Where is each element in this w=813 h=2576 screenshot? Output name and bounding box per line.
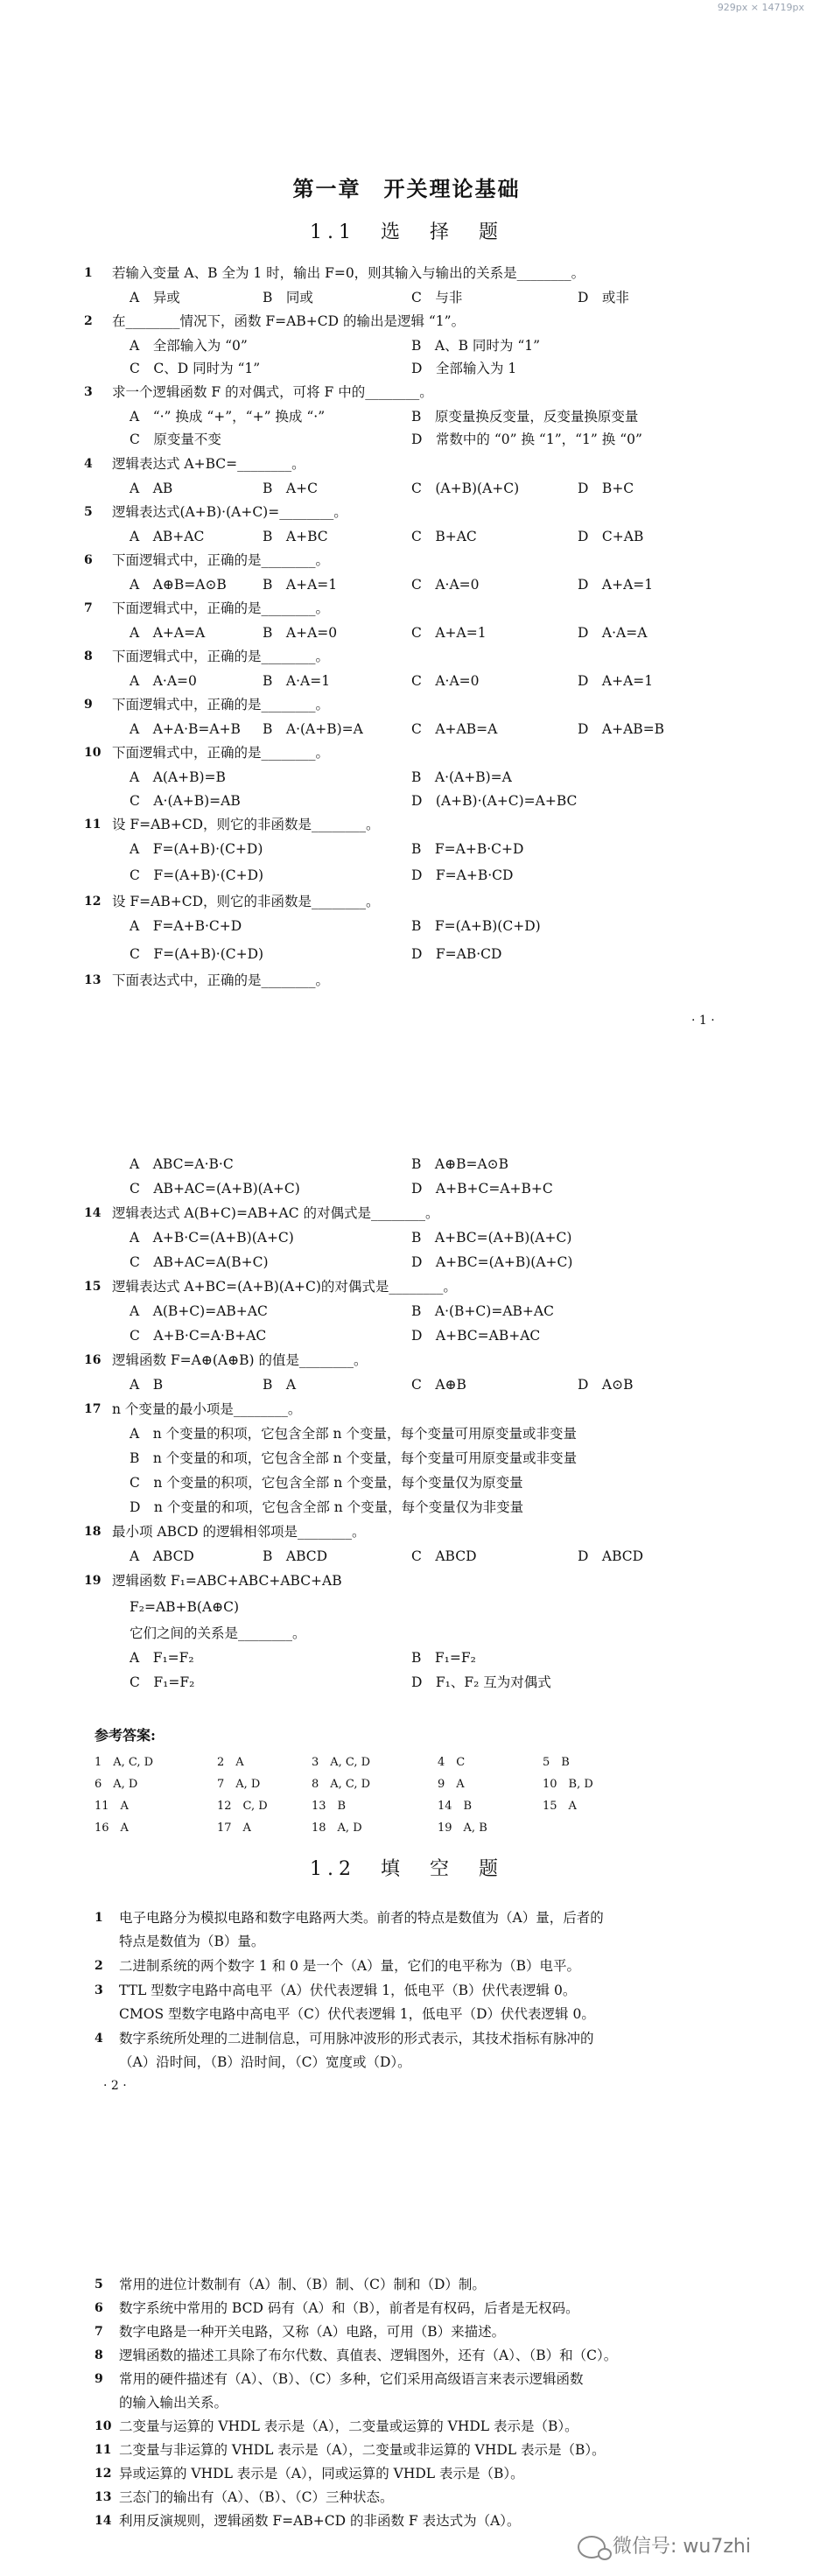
question-text: 逻辑表达式(A+B)·(A+C)=________。: [112, 504, 347, 520]
answer-cell: 7 A, D: [217, 1778, 261, 1791]
answer-cell: 5 B: [543, 1756, 570, 1769]
option: B ABCD: [263, 1548, 328, 1564]
option: D B+C: [578, 481, 634, 496]
answer-cell: 16 A: [95, 1821, 129, 1835]
option: A A⊕B=A⊙B: [130, 577, 227, 593]
option: B 原变量换反变量，反变量换原变量: [411, 409, 639, 425]
option: D ABCD: [578, 1548, 644, 1564]
option: C 与非: [411, 290, 463, 305]
question-number: 6: [95, 2301, 103, 2315]
question-text: TTL 型数字电路中高电平（A）伏代表逻辑 1，低电平（B）伏代表逻辑 0。: [119, 1983, 577, 1998]
question-text: 二进制系统的两个数字 1 和 0 是一个（A）量，它们的电平称为（B）电平。: [119, 1958, 581, 1974]
option: B A+BC: [263, 529, 328, 544]
question-number: 1: [84, 266, 93, 280]
option: B A+A=1: [263, 577, 338, 593]
question-text: CMOS 型数字电路中高电平（C）伏代表逻辑 1，低电平（D）伏代表逻辑 0。: [119, 2006, 595, 2022]
option: C C、D 同时为 “1”: [130, 361, 261, 376]
page-number-1: · 1 ·: [691, 1014, 715, 1028]
option: B A、B 同时为 “1”: [411, 338, 541, 354]
option: C A⊕B: [411, 1377, 466, 1393]
option: B n 个变量的和项，它包含全部 n 个变量，每个变量可用原变量或非变量: [130, 1450, 578, 1466]
option: B A+A=0: [263, 625, 338, 641]
question-number: 12: [95, 2467, 112, 2481]
question-number: 4: [95, 2032, 103, 2046]
question-text: 逻辑函数 F₁=ABC+ABC+ABC+AB: [112, 1573, 342, 1589]
option: D A+BC=AB+AC: [411, 1328, 541, 1344]
option: A AB: [130, 481, 173, 496]
option: C A+AB=A: [411, 721, 498, 737]
option: 它们之间的关系是________。: [130, 1625, 306, 1641]
option: D n 个变量的和项，它包含全部 n 个变量，每个变量仅为非变量: [130, 1499, 524, 1515]
option: A A+A=A: [130, 625, 206, 641]
option: D A+BC=(A+B)(A+C): [411, 1254, 573, 1270]
question-text: 利用反演规则，逻辑函数 F=AB+CD 的非函数 F 表达式为（A）。: [119, 2513, 521, 2529]
question-number: 13: [84, 973, 102, 987]
question-number: 2: [95, 1959, 103, 1973]
question-text: 下面逻辑式中，正确的是________。: [112, 600, 330, 616]
answer-cell: 9 A: [438, 1778, 465, 1791]
watermark-text: 微信号: wu7zhi: [613, 2536, 751, 2558]
option: C A+B·C=A·B+AC: [130, 1328, 267, 1344]
option: D 或非: [578, 290, 629, 305]
question-number: 13: [95, 2490, 112, 2504]
answer-cell: 1 A, C, D: [95, 1756, 154, 1769]
option: A ABCD: [130, 1548, 194, 1564]
option: C B+AC: [411, 529, 477, 544]
option: A “·” 换成 “+”，“+” 换成 “·”: [130, 409, 326, 425]
section-1-title: 1.1 选 择 题: [310, 221, 503, 243]
option: A 异或: [130, 290, 180, 305]
question-number: 4: [84, 457, 93, 471]
question-number: 11: [84, 818, 102, 832]
question-number: 14: [84, 1206, 102, 1220]
option: A A(B+C)=AB+AC: [130, 1303, 268, 1319]
option: D A·A=A: [578, 625, 648, 641]
question-text: 逻辑表达式 A(B+C)=AB+AC 的对偶式是________。: [112, 1205, 439, 1221]
question-text: 在________情况下，函数 F=AB+CD 的输出是逻辑 “1”。: [112, 313, 466, 329]
watermark: [578, 2531, 751, 2558]
option: B A·(A+B)=A: [263, 721, 363, 737]
question-number: 9: [95, 2372, 103, 2386]
question-number: 19: [84, 1574, 102, 1588]
option: D F=A+B·CD: [411, 867, 514, 883]
option: A A·A=0: [130, 673, 197, 689]
option: C A+A=1: [411, 625, 487, 641]
answer-cell: 8 A, C, D: [312, 1778, 371, 1791]
question-text: 逻辑函数 F=A⊕(A⊕B) 的值是________。: [112, 1352, 368, 1368]
option: A 全部输入为 “0”: [130, 338, 248, 354]
question-text: 下面逻辑式中，正确的是________。: [112, 552, 330, 568]
question-text: 电子电路分为模拟电路和数字电路两大类。前者的特点是数值为（A）量，后者的: [119, 1910, 604, 1926]
question-number: 15: [84, 1280, 102, 1294]
option: A B: [130, 1377, 164, 1393]
question-number: 8: [95, 2348, 103, 2362]
option: D A+B+C=A+B+C: [411, 1181, 553, 1197]
option: C (A+B)(A+C): [411, 481, 520, 496]
question-text: 设 F=AB+CD，则它的非函数是________。: [112, 894, 380, 909]
option: B F₁=F₂: [411, 1650, 476, 1666]
option: C AB+AC=A(B+C): [130, 1254, 269, 1270]
answer-cell: 17 A: [217, 1821, 251, 1835]
question-text: 的输入输出关系。: [119, 2395, 228, 2411]
option: D F=AB·CD: [411, 946, 502, 962]
option: D F₁、F₂ 互为对偶式: [411, 1674, 551, 1690]
question-text: 下面逻辑式中，正确的是________。: [112, 649, 330, 664]
question-number: 3: [95, 1983, 103, 1997]
answer-cell: 2 A: [217, 1756, 244, 1769]
question-number: 7: [95, 2325, 103, 2339]
option: B A+C: [263, 481, 318, 496]
answer-cell: 18 A, D: [312, 1821, 362, 1835]
section-2-title: 1.2 填 空 题: [310, 1858, 503, 1880]
option: A AB+AC: [130, 529, 205, 544]
option: C n 个变量的积项，它包含全部 n 个变量，每个变量仅为原变量: [130, 1475, 523, 1491]
question-number: 7: [84, 601, 93, 615]
wechat-icon: [578, 2536, 606, 2558]
option: B A+BC=(A+B)(A+C): [411, 1230, 572, 1246]
option: C F=(A+B)·(C+D): [130, 867, 264, 883]
question-number: 2: [84, 314, 93, 328]
answer-cell: 3 A, C, D: [312, 1756, 371, 1769]
answer-cell: 15 A: [543, 1800, 577, 1813]
question-number: 17: [84, 1402, 102, 1416]
option: C A·(A+B)=AB: [130, 793, 241, 809]
answers-heading: 参考答案:: [95, 1727, 156, 1744]
option: D 全部输入为 1: [411, 361, 517, 376]
option: B A·A=1: [263, 673, 331, 689]
answer-cell: 11 A: [95, 1800, 129, 1813]
question-text: n 个变量的最小项是________。: [112, 1401, 302, 1417]
option: A ABC=A·B·C: [130, 1156, 234, 1172]
question-number: 6: [84, 553, 93, 567]
option: C F₁=F₂: [130, 1674, 195, 1690]
question-number: 10: [84, 746, 102, 760]
question-text: 逻辑表达式 A+BC=________。: [112, 456, 305, 472]
question-number: 11: [95, 2443, 112, 2457]
option: A F=(A+B)·(C+D): [130, 841, 263, 857]
question-number: 3: [84, 385, 93, 399]
option: B A·(A+B)=A: [411, 769, 512, 785]
question-number: 5: [95, 2278, 103, 2292]
question-text: 逻辑函数的描述工具除了布尔代数、真值表、逻辑图外，还有（A）、（B）和（C）。: [119, 2348, 618, 2363]
option: A F₁=F₂: [130, 1650, 194, 1666]
option: A A(A+B)=B: [130, 769, 226, 785]
option: C A·A=0: [411, 673, 480, 689]
option: C F=(A+B)·(C+D): [130, 946, 264, 962]
question-text: 设 F=AB+CD，则它的非函数是________。: [112, 817, 380, 832]
question-text: 数字系统中常用的 BCD 码有（A）和（B），前者是有权码，后者是无权码。: [119, 2300, 579, 2316]
question-text: （A）沿时间，（B）沿时间，（C）宽度或（D）。: [119, 2054, 411, 2070]
option: D A+A=1: [578, 577, 654, 593]
question-number: 14: [95, 2514, 112, 2528]
option: D (A+B)·(A+C)=A+BC: [411, 793, 578, 809]
question-number: 5: [84, 505, 93, 519]
question-text: 特点是数值为（B）量。: [119, 1934, 265, 1949]
option: D C+AB: [578, 529, 644, 544]
question-number: 16: [84, 1353, 102, 1367]
option: A n 个变量的积项，它包含全部 n 个变量，每个变量可用原变量或非变量: [130, 1426, 577, 1442]
page-number-2: · 2 ·: [103, 2079, 127, 2093]
option: C A·A=0: [411, 577, 480, 593]
answer-cell: 19 A, B: [438, 1821, 487, 1835]
option: B A: [263, 1377, 297, 1393]
question-text: 三态门的输出有（A）、（B）、（C）三种状态。: [119, 2489, 394, 2505]
question-text: 最小项 ABCD 的逻辑相邻项是________。: [112, 1524, 366, 1540]
option: A A+A·B=A+B: [130, 721, 241, 737]
answer-cell: 4 C: [438, 1756, 466, 1769]
question-text: 若输入变量 A、B 全为 1 时，输出 F=0，则其输入与输出的关系是________。: [112, 265, 585, 281]
option: C 原变量不变: [130, 432, 221, 447]
image-dimensions-label: 929px × 14719px: [717, 2, 804, 13]
question-text: 数字系统所处理的二进制信息，可用脉冲波形的形式表示，其技术指标有脉冲的: [119, 2031, 594, 2046]
question-text: 下面表达式中，正确的是________。: [112, 972, 330, 988]
question-number: 1: [95, 1911, 103, 1925]
question-number: 10: [95, 2419, 112, 2433]
question-text: 常用的硬件描述有（A）、（B）、（C）多种，它们采用高级语言来表示逻辑函数: [119, 2371, 584, 2387]
answer-cell: 14 B: [438, 1800, 473, 1813]
question-text: 数字电路是一种开关电路，又称（A）电路，可用（B）来描述。: [119, 2324, 506, 2340]
chapter-title: 第一章 开关理论基础: [292, 176, 521, 201]
option: A A+B·C=(A+B)(A+C): [130, 1230, 294, 1246]
question-text: 常用的进位计数制有（A）制、（B）制、（C）制和（D）制。: [119, 2277, 486, 2292]
option: D A+A=1: [578, 673, 654, 689]
option: B F=(A+B)(C+D): [411, 918, 541, 934]
question-number: 18: [84, 1525, 102, 1539]
question-text: 二变量与非运算的 VHDL 表示是（A），二变量或非运算的 VHDL 表示是（B）。: [119, 2442, 606, 2458]
question-text: 求一个逻辑函数 F 的对偶式，可将 F 中的________。: [112, 384, 433, 400]
question-text: 逻辑表达式 A+BC=(A+B)(A+C)的对偶式是________。: [112, 1279, 457, 1295]
answer-cell: 6 A, D: [95, 1778, 138, 1791]
option: F₂=AB+B(A⊕C): [130, 1599, 240, 1615]
option: D 常数中的 “0” 换 “1”，“1” 换 “0”: [411, 432, 642, 447]
option: D A⊙B: [578, 1377, 634, 1393]
option: B A⊕B=A⊙B: [411, 1156, 509, 1172]
option: B 同或: [263, 290, 313, 305]
option: C AB+AC=(A+B)(A+C): [130, 1181, 300, 1197]
answer-cell: 13 B: [312, 1800, 347, 1813]
question-number: 9: [84, 698, 93, 712]
question-text: 二变量与运算的 VHDL 表示是（A），二变量或运算的 VHDL 表示是（B）。: [119, 2418, 578, 2434]
option: D A+AB=B: [578, 721, 665, 737]
answer-cell: 12 C, D: [217, 1800, 268, 1813]
option: A F=A+B·C+D: [130, 918, 242, 934]
option: B F=A+B·C+D: [411, 841, 524, 857]
question-text: 下面逻辑式中，正确的是________。: [112, 697, 330, 712]
question-number: 8: [84, 649, 93, 663]
question-text: 下面逻辑式中，正确的是________。: [112, 745, 330, 761]
question-text: 异或运算的 VHDL 表示是（A），同或运算的 VHDL 表示是（B）。: [119, 2466, 524, 2481]
option: B A·(B+C)=AB+AC: [411, 1303, 554, 1319]
answer-cell: 10 B, D: [543, 1778, 593, 1791]
option: C ABCD: [411, 1548, 477, 1564]
question-number: 12: [84, 895, 102, 909]
